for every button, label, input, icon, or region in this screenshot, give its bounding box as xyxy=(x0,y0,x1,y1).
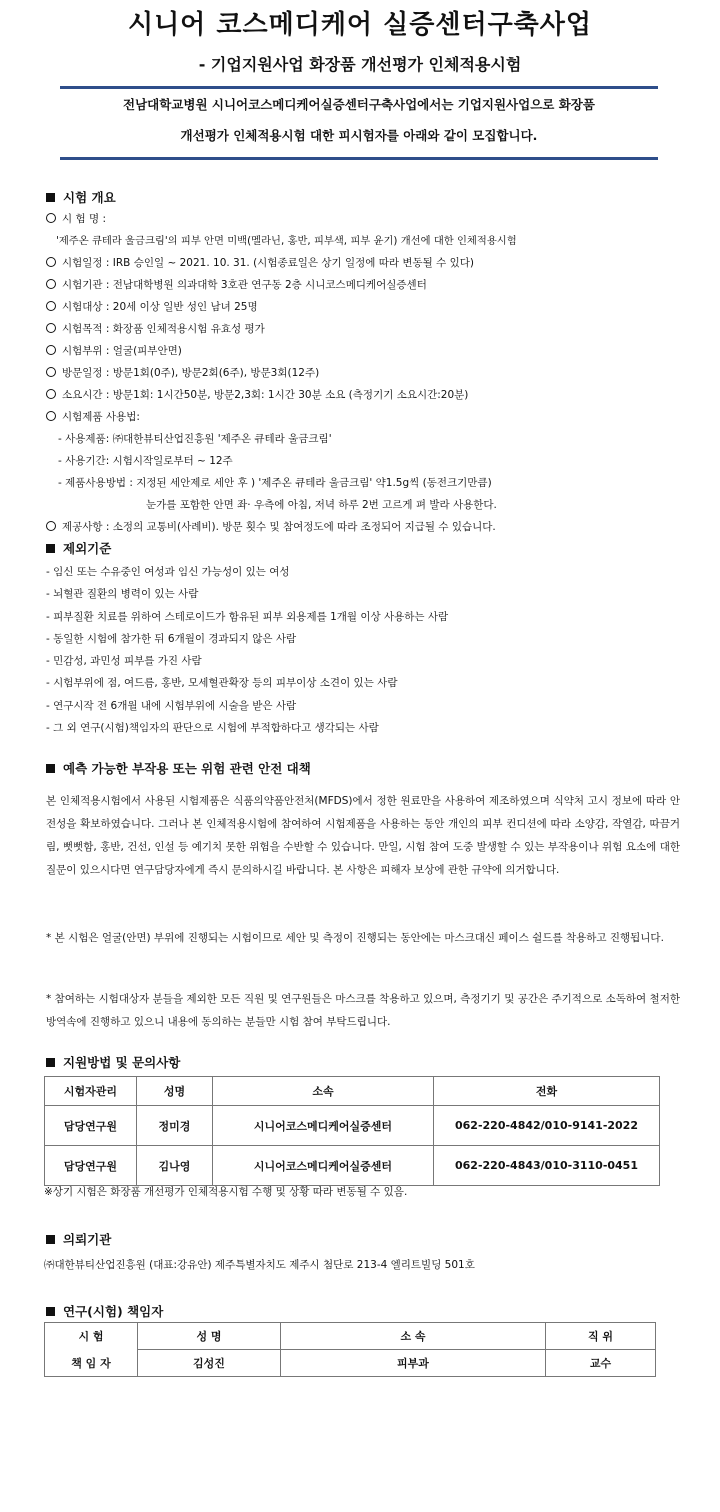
circle-bullet-icon xyxy=(46,345,56,355)
section-heading-text: 연구(시험) 책임자 xyxy=(63,1304,164,1319)
overview-text: 시험제품 사용법: xyxy=(62,411,140,423)
table-cell: 김성진 xyxy=(138,1350,281,1377)
table-header-cell: 성 명 xyxy=(138,1323,281,1350)
overview-line: - 사용제품: ㈜대한뷰티산업진흥원 '제주온 큐테라 울금크림' xyxy=(58,433,332,445)
overview-line xyxy=(46,300,258,314)
circle-bullet-icon xyxy=(46,367,56,377)
exclusion-item: - 동일한 시험에 참가한 뒤 6개월이 경과되지 않은 사람 xyxy=(46,633,297,645)
circle-bullet-icon xyxy=(46,411,56,421)
overview-text: 시험일정 : IRB 승인일 ~ 2021. 10. 31. (시험종료일은 상기 일정에 따라 변동될 수 있다) xyxy=(62,257,475,269)
overview-text: 제공사항 : 소정의 교통비(사례비). 방문 횟수 및 참여정도에 따라 조정되어 지급될 수 있습니다. xyxy=(62,521,496,533)
sponsor-text: ㈜대한뷰티산업진흥원 (대표:강유안) 제주특별자치도 제주시 첨단로 213-4 엘리트빌딩 501호 xyxy=(44,1259,475,1271)
safety-paragraph: 본 인체적용시험에서 사용된 시험제품은 식품의약품안전처(MFDS)에서 정한 원료만을 사용하여 제조하였으며 식약처 고시 정보에 따라 안전성을 확보하였습니다. 그러나 본 인체적용시험에 참여하여 시험제품을 사용하는 동안 개인의 피부 컨디션에 따라 소양감, 작열감, 따끔거림, 뻣뻣함, 홍반, 건선, 인설 등 예기치 못한 위험을 수반할 수 있습니다. 만일, 시험 참여 도중 발생할 수 있는 부작용이나 위험 요소에 대한 질문이 있으시다면 연구담당자에게 즉시 문의하시길 바랍니다. 본 사항은 피해자 보상에 관한 규약에 의거합니다. xyxy=(46,795,680,876)
table-cell: 담당연구원 xyxy=(45,1146,137,1186)
overview-line: 눈가를 포함한 안면 좌· 우측에 아침, 저녁 하루 2번 고르게 펴 발라 사용한다. xyxy=(146,499,497,511)
overview-text: 시험기관 : 전남대학병원 의과대학 3호관 연구동 2층 시니코스메디케어실증센터 xyxy=(62,279,427,291)
table-cell: 교수 xyxy=(546,1350,656,1377)
section-heading-pi xyxy=(46,1302,163,1320)
overview-text: 시 험 명 : xyxy=(62,213,106,225)
overview-line xyxy=(46,256,474,270)
overview-line xyxy=(46,410,140,424)
table-cell: 062-220-4843/010-3110-0451 xyxy=(434,1146,660,1186)
circle-bullet-icon xyxy=(46,301,56,311)
table-row xyxy=(45,1106,660,1146)
section-heading-exclusion xyxy=(46,539,111,557)
square-bullet-icon xyxy=(46,1058,55,1067)
table-cell: 시니어코스메디케어실증센터 xyxy=(213,1106,434,1146)
exclusion-item: - 임신 또는 수유중인 여성과 임신 가능성이 있는 여성 xyxy=(46,566,290,578)
overview-line xyxy=(46,212,106,226)
section-heading-text: 지원방법 및 문의사항 xyxy=(63,1055,181,1070)
overview-line: - 제품사용방법 : 지정된 세안제로 세안 후 ) '제주온 큐테라 울금크림' 약1.5g씩 (동전크기만큼) xyxy=(58,477,492,489)
contact-table xyxy=(44,1076,660,1186)
exclusion-item: - 피부질환 치료를 위하여 스테로이드가 함유된 피부 외용제를 1개월 이상 사용하는 사람 xyxy=(46,611,449,623)
table-row xyxy=(45,1146,660,1186)
table-header-cell: 직 위 xyxy=(546,1323,656,1350)
overview-text: 시험대상 : 20세 이상 일반 성인 남녀 25명 xyxy=(62,301,258,313)
table-header-cell: 소속 xyxy=(213,1077,434,1106)
circle-bullet-icon xyxy=(46,279,56,289)
square-bullet-icon xyxy=(46,1307,55,1316)
exclusion-item: - 시험부위에 점, 여드름, 홍반, 모세혈관확장 등의 피부이상 소견이 있는 사람 xyxy=(46,677,398,689)
exclusion-item: - 연구시작 전 6개월 내에 시험부위에 시술을 받은 사람 xyxy=(46,700,297,712)
safety-note: * 참여하는 시험대상자 분들을 제외한 모든 직원 및 연구원들은 마스크를 착용하고 있으며, 측정기기 및 공간은 주기적으로 소독하여 철저한 방역속에 진행하고 있으니 내용에 동의하는 분들만 시험 참여 부탁드립니다. xyxy=(46,993,680,1028)
page-title: 시니어 코스메디케어 실증센터구축사업 xyxy=(127,10,593,40)
section-heading-text: 제외기준 xyxy=(63,541,112,556)
table-cell: 피부과 xyxy=(281,1350,546,1377)
table-cell: 062-220-4842/010-9141-2022 xyxy=(434,1106,660,1146)
section-heading-safety xyxy=(46,759,311,777)
contact-note: ※상기 시험은 화장품 개선평가 인체적용시험 수행 및 상황 따라 변동될 수 있음. xyxy=(44,1186,408,1198)
overview-line xyxy=(46,322,265,336)
square-bullet-icon xyxy=(46,544,55,553)
table-header-row xyxy=(45,1077,660,1106)
exclusion-item: - 민감성, 과민성 피부를 가진 사람 xyxy=(46,655,202,667)
exclusion-item: - 뇌혈관 질환의 병력이 있는 사람 xyxy=(46,588,199,600)
overview-line xyxy=(46,366,319,380)
section-heading-overview xyxy=(46,188,116,206)
pi-table xyxy=(44,1322,656,1377)
table-header-cell: 전화 xyxy=(434,1077,660,1106)
overview-text: 시험부위 : 얼굴(피부안면) xyxy=(62,345,182,357)
circle-bullet-icon xyxy=(46,257,56,267)
circle-bullet-icon xyxy=(46,389,56,399)
page-subtitle: - 기업지원사업 화장품 개선평가 인체적용시험 xyxy=(198,55,522,74)
square-bullet-icon xyxy=(46,764,55,773)
circle-bullet-icon xyxy=(46,521,56,531)
intro-box xyxy=(60,86,658,160)
overview-text: 방문일정 : 방문1회(0주), 방문2회(6주), 방문3회(12주) xyxy=(62,367,320,379)
intro-line: 개선평가 인체적용시험 대한 피시험자를 아래와 같이 모집합니다. xyxy=(180,128,538,143)
table-cell: 담당연구원 xyxy=(45,1106,137,1146)
intro-line: 전남대학교병원 시니어코스메디케어실증센터구축사업에서는 기업지원사업으로 화장품 xyxy=(123,97,595,112)
overview-text: 소요시간 : 방문1회: 1시간50분, 방문2,3회: 1시간 30분 소요 (측정기기 소요시간:20분) xyxy=(62,389,469,401)
overview-line xyxy=(46,388,468,402)
section-heading-contact xyxy=(46,1053,180,1071)
circle-bullet-icon xyxy=(46,213,56,223)
overview-line xyxy=(46,520,496,534)
section-heading-sponsor xyxy=(46,1230,111,1248)
table-header-cell: 성명 xyxy=(137,1077,213,1106)
table-cell: 김나영 xyxy=(137,1146,213,1186)
exclusion-item: - 그 외 연구(시험)책임자의 판단으로 시험에 부적합하다고 생각되는 사람 xyxy=(46,722,379,734)
table-header-cell: 시험자관리 xyxy=(45,1077,137,1106)
table-cell: 정미경 xyxy=(137,1106,213,1146)
circle-bullet-icon xyxy=(46,323,56,333)
section-heading-text: 예측 가능한 부작용 또는 위험 관련 안전 대책 xyxy=(63,761,311,776)
table-row xyxy=(45,1350,656,1377)
section-heading-text: 의뢰기관 xyxy=(63,1232,112,1247)
table-cell: 시니어코스메디케어실증센터 xyxy=(213,1146,434,1186)
overview-text: 시험목적 : 화장품 인체적용시험 유효성 평가 xyxy=(62,323,265,335)
square-bullet-icon xyxy=(46,193,55,202)
table-row xyxy=(45,1323,656,1350)
table-cell: 시 험 xyxy=(45,1323,138,1350)
section-heading-text: 시험 개요 xyxy=(63,190,116,205)
table-cell: 책 임 자 xyxy=(45,1350,138,1377)
overview-line xyxy=(46,278,427,292)
table-header-cell: 소 속 xyxy=(281,1323,546,1350)
overview-line: - 사용기간: 시험시작일로부터 ~ 12주 xyxy=(58,455,233,467)
safety-note: * 본 시험은 얼굴(안면) 부위에 진행되는 시험이므로 세안 및 측정이 진행되는 동안에는 마스크대신 페이스 쉴드를 착용하고 진행됩니다. xyxy=(46,932,664,944)
overview-line: '제주온 큐테라 울금크림'의 피부 안면 미백(멜라닌, 홍반, 피부색, 피부 윤기) 개선에 대한 인체적용시험 xyxy=(56,235,517,247)
square-bullet-icon xyxy=(46,1235,55,1244)
overview-line xyxy=(46,344,182,358)
